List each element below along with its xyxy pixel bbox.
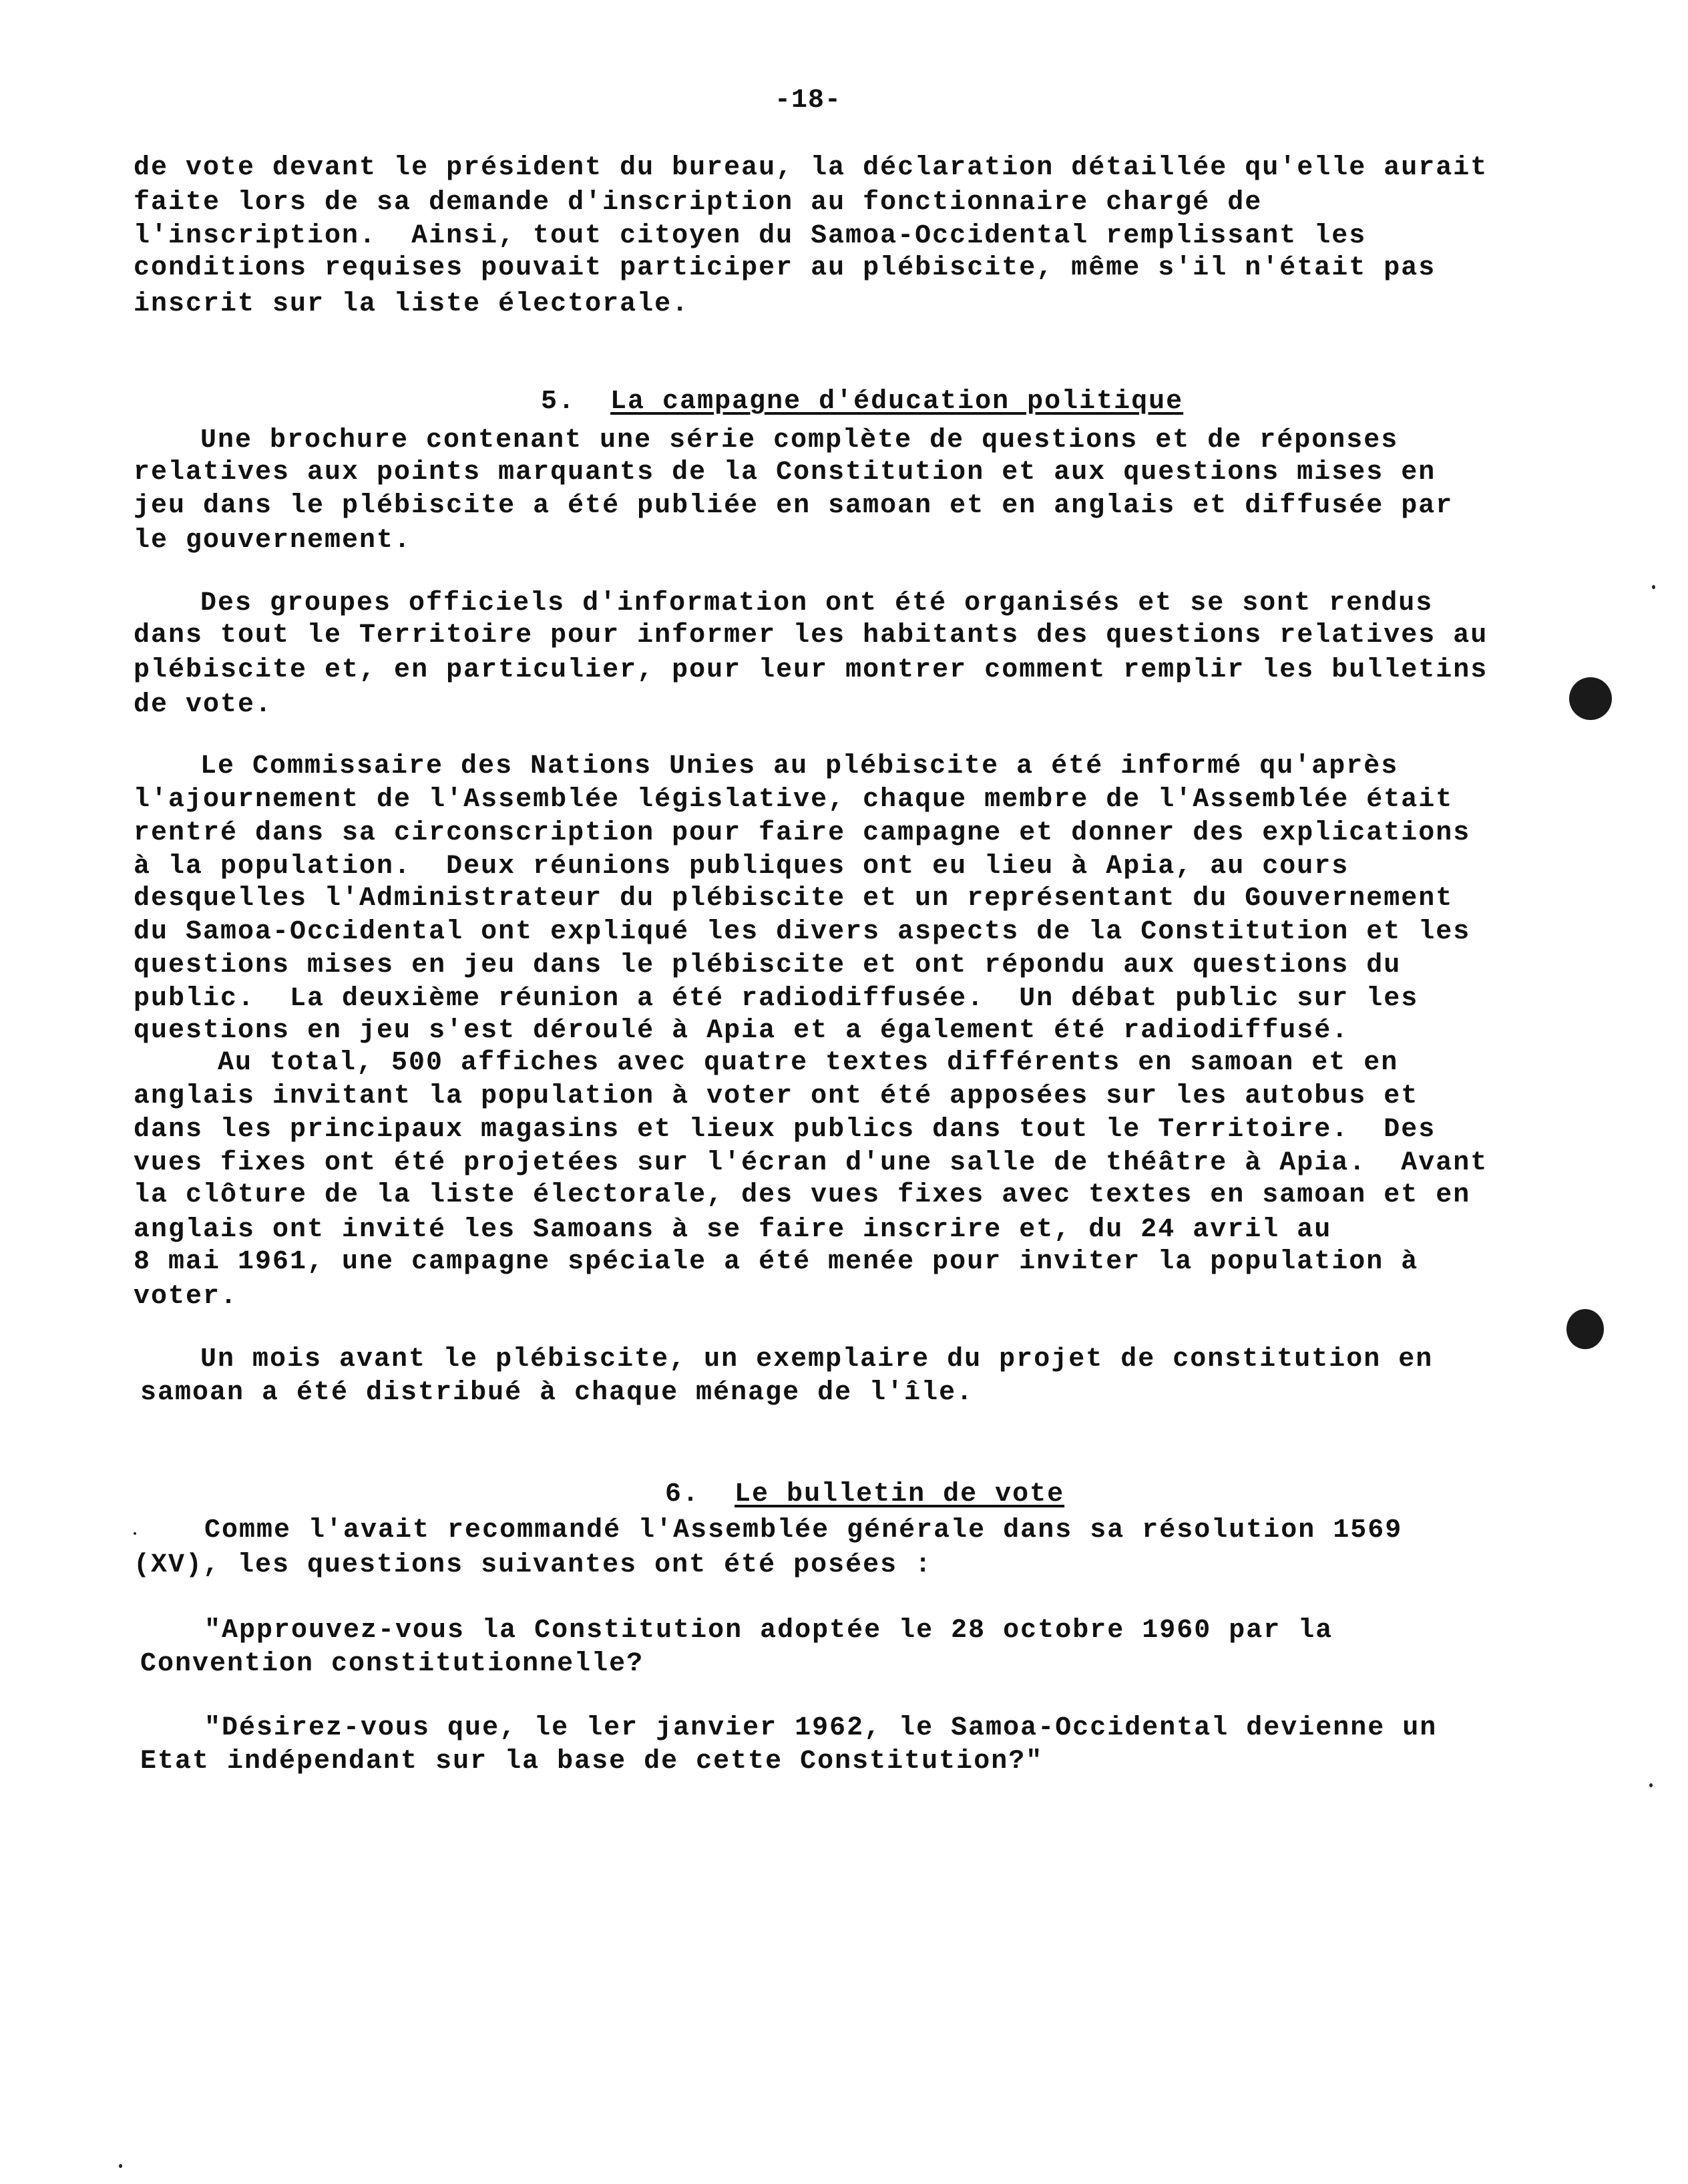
paragraph-line: jeu dans le plébiscite a été publiée en samoan et en anglais et diffusée par (134, 491, 1454, 521)
scan-speck (1652, 585, 1655, 589)
paragraph-line: (XV), les questions suivantes ont été posées : (134, 1550, 933, 1580)
paragraph-line: questions en jeu s'est déroulé à Apia et a également été radiodiffusé. (134, 1016, 1349, 1046)
paragraph-line: l'ajournement de l'Assemblée législative, chaque membre de l'Assemblée était (134, 785, 1454, 815)
quoted-question-line: Etat indépendant sur la base de cette Constitution?" (140, 1747, 1044, 1777)
paragraph-line: relatives aux points marquants de la Constitution et aux questions mises en (134, 458, 1436, 488)
quoted-question-line: Convention constitutionnelle? (140, 1649, 644, 1679)
paragraph-line: Un mois avant le plébiscite, un exemplaire du projet de constitution en (200, 1344, 1434, 1375)
quoted-question-line: "Approuvez-vous la Constitution adoptée le 28 octobre 1960 par la (204, 1616, 1333, 1646)
paragraph-line: du Samoa-Occidental ont expliqué les divers aspects de la Constitution et les (134, 917, 1471, 947)
paragraph-line: 8 mai 1961, une campagne spéciale a été menée pour inviter la population à (134, 1247, 1419, 1277)
paragraph-line: conditions requises pouvait participer au plébiscite, même s'il n'était pas (134, 253, 1436, 283)
scan-speck (134, 1532, 136, 1535)
paragraph-line: inscrit sur la liste électorale. (134, 289, 690, 319)
paragraph-line: vues fixes ont été projetées sur l'écran d'une salle de théâtre à Apia. Avant (134, 1148, 1488, 1178)
quoted-question-line: "Désirez-vous que, le ler janvier 1962, le Samoa-Occidental devienne un (204, 1713, 1438, 1743)
scan-speck (1649, 1783, 1653, 1787)
paragraph-line: Le Commissaire des Nations Unies au plébiscite a été informé qu'après (200, 751, 1399, 781)
paragraph-line: plébiscite et, en particulier, pour leur montrer comment remplir les bulletins (134, 655, 1488, 685)
paragraph-line: rentré dans sa circonscription pour faire campagne et donner des explications (134, 818, 1471, 848)
paragraph-line: faite lors de sa demande d'inscription au fonctionnaire chargé de (134, 188, 1263, 218)
paragraph-line: de vote. (134, 690, 273, 720)
paragraph-line: la clôture de la liste électorale, des vues fixes avec textes en samoan et en (134, 1180, 1471, 1210)
paragraph-line: Des groupes officiels d'information ont été organisés et se sont rendus (200, 588, 1434, 618)
punch-hole-mark (1569, 677, 1612, 720)
paragraph-line: questions mises en jeu dans le plébiscite et ont répondu aux questions du (134, 950, 1402, 980)
paragraph-line: Une brochure contenant une série complète de questions et de réponses (200, 425, 1399, 456)
paragraph-line: Au total, 500 affiches avec quatre textes différents en samoan et en (218, 1048, 1399, 1078)
paragraph-line: samoan a été distribué à chaque ménage de l'île. (140, 1378, 974, 1408)
punch-hole-mark (1566, 1309, 1604, 1349)
section-title: Le bulletin de vote (734, 1479, 1065, 1509)
paragraph-line: à la population. Deux réunions publiques ont eu lieu à Apia, au cours (134, 852, 1349, 882)
section-number: 5. (541, 387, 576, 417)
section-title: La campagne d'éducation politique (610, 387, 1184, 417)
paragraph-line: dans tout le Territoire pour informer les habitants des questions relatives au (134, 620, 1488, 651)
paragraph-line: de vote devant le président du bureau, la déclaration détaillée qu'elle aurait (134, 153, 1488, 183)
paragraph-line: anglais ont invité les Samoans à se faire inscrire et, du 24 avril au (134, 1215, 1332, 1245)
paragraph-line: dans les principaux magasins et lieux publics dans tout le Territoire. Des (134, 1115, 1436, 1145)
paragraph-line: public. La deuxième réunion a été radiodiffusée. Un débat public sur les (134, 984, 1419, 1014)
paragraph-line: anglais invitant la population à voter ont été apposées sur les autobus et (134, 1081, 1419, 1111)
paragraph-line: desquelles l'Administrateur du plébiscite et un représentant du Gouvernement (134, 884, 1454, 914)
paragraph-line: voter. (134, 1282, 238, 1312)
paragraph-line: le gouvernement. (134, 526, 412, 556)
scan-speck (119, 2164, 122, 2168)
paragraph-line: l'inscription. Ainsi, tout citoyen du Samoa-Occidental remplissant les (134, 221, 1367, 251)
page-number: -18- (774, 85, 841, 116)
section-number: 6. (665, 1479, 700, 1509)
paragraph-line: Comme l'avait recommandé l'Assemblée générale dans sa résolution 1569 (204, 1515, 1403, 1545)
